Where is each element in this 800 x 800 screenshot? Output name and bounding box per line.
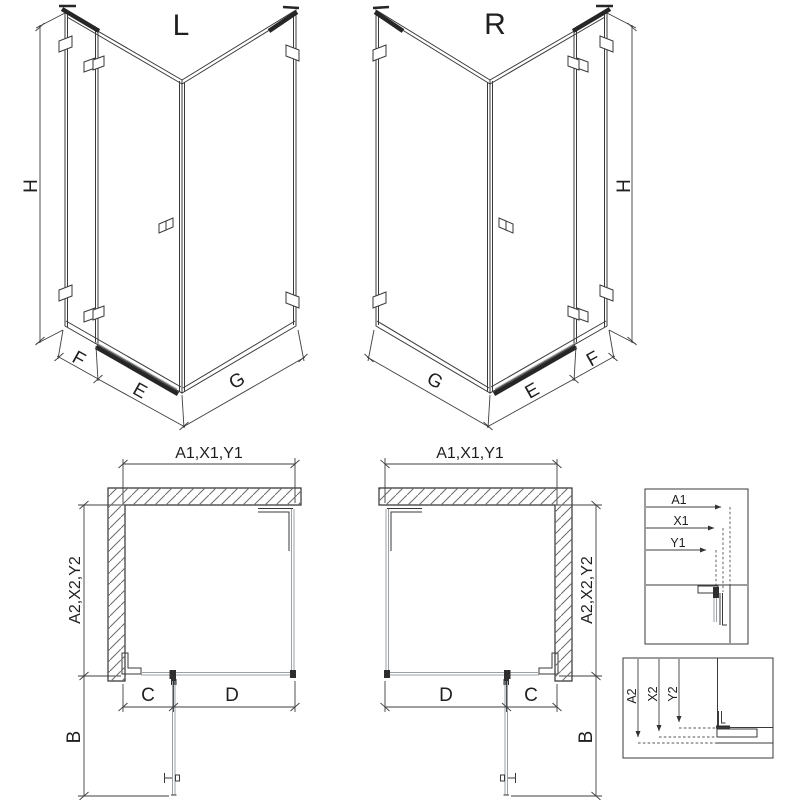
detail-depth-diagram xyxy=(623,658,773,758)
plan-right-dim-d: D xyxy=(439,685,453,706)
plan-fixed-panel xyxy=(122,653,176,679)
iso-right-dim-g: G xyxy=(423,368,447,394)
iso-right-dim-h: H xyxy=(614,179,635,193)
plan-right-dim-c: C xyxy=(524,685,538,706)
iso-right-dim-f: F xyxy=(583,347,604,372)
plan-right-dim-b: B xyxy=(576,730,597,744)
detail-width-diagram xyxy=(645,489,748,644)
plan-door-closed xyxy=(176,673,290,676)
plan-door-open xyxy=(164,679,180,795)
iso-left-dim-e: E xyxy=(129,378,151,404)
plan-left-dim-d: D xyxy=(225,685,239,706)
plan-right-wall-hatch xyxy=(379,488,572,681)
detail-width-reference-dashes xyxy=(716,507,730,592)
detail-width-label-x1: X1 xyxy=(673,514,689,528)
detail-width-label-y1: Y1 xyxy=(670,536,686,550)
iso-right-dim-e: E xyxy=(521,378,543,404)
detail-width-label-a1: A1 xyxy=(671,493,687,507)
plan-left-dim-depth: A2,X2,Y2 xyxy=(67,556,84,624)
plan-left-dim-b: B xyxy=(64,730,85,744)
detail-depth-label-a2: A2 xyxy=(625,688,639,704)
iso-left-dim-f: F xyxy=(68,347,89,372)
detail-depth-label-y2: Y2 xyxy=(666,686,680,702)
plan-right-dim-width: A1,X1,Y1 xyxy=(436,445,504,462)
plan-walls-outline xyxy=(108,488,301,681)
detail-depth-profile-section xyxy=(716,658,773,743)
iso-left-dim-h: H xyxy=(21,179,42,193)
iso-right-title: R xyxy=(484,8,506,41)
plan-left-dim-width: A1,X1,Y1 xyxy=(175,445,243,462)
door-handle xyxy=(159,218,173,233)
detail-depth-reference-dashes xyxy=(638,728,716,743)
dimension-feg-lines xyxy=(55,330,308,430)
iso-left-title: L xyxy=(172,9,190,42)
iso-return-wall xyxy=(180,10,297,393)
detail-width-border xyxy=(645,489,748,644)
plan-left-dim-c: C xyxy=(141,685,155,706)
detail-width-profile-section xyxy=(646,585,747,643)
plan-left-wall-hatch xyxy=(108,488,301,681)
plan-right-dim-depth: A2,X2,Y2 xyxy=(579,556,596,624)
iso-left-front-wall xyxy=(65,12,182,393)
plan-return-panel xyxy=(258,509,296,679)
detail-depth-label-x2: X2 xyxy=(646,686,660,702)
plan-dim-open-door-lines xyxy=(78,676,169,800)
iso-left-dim-g: G xyxy=(225,368,249,395)
